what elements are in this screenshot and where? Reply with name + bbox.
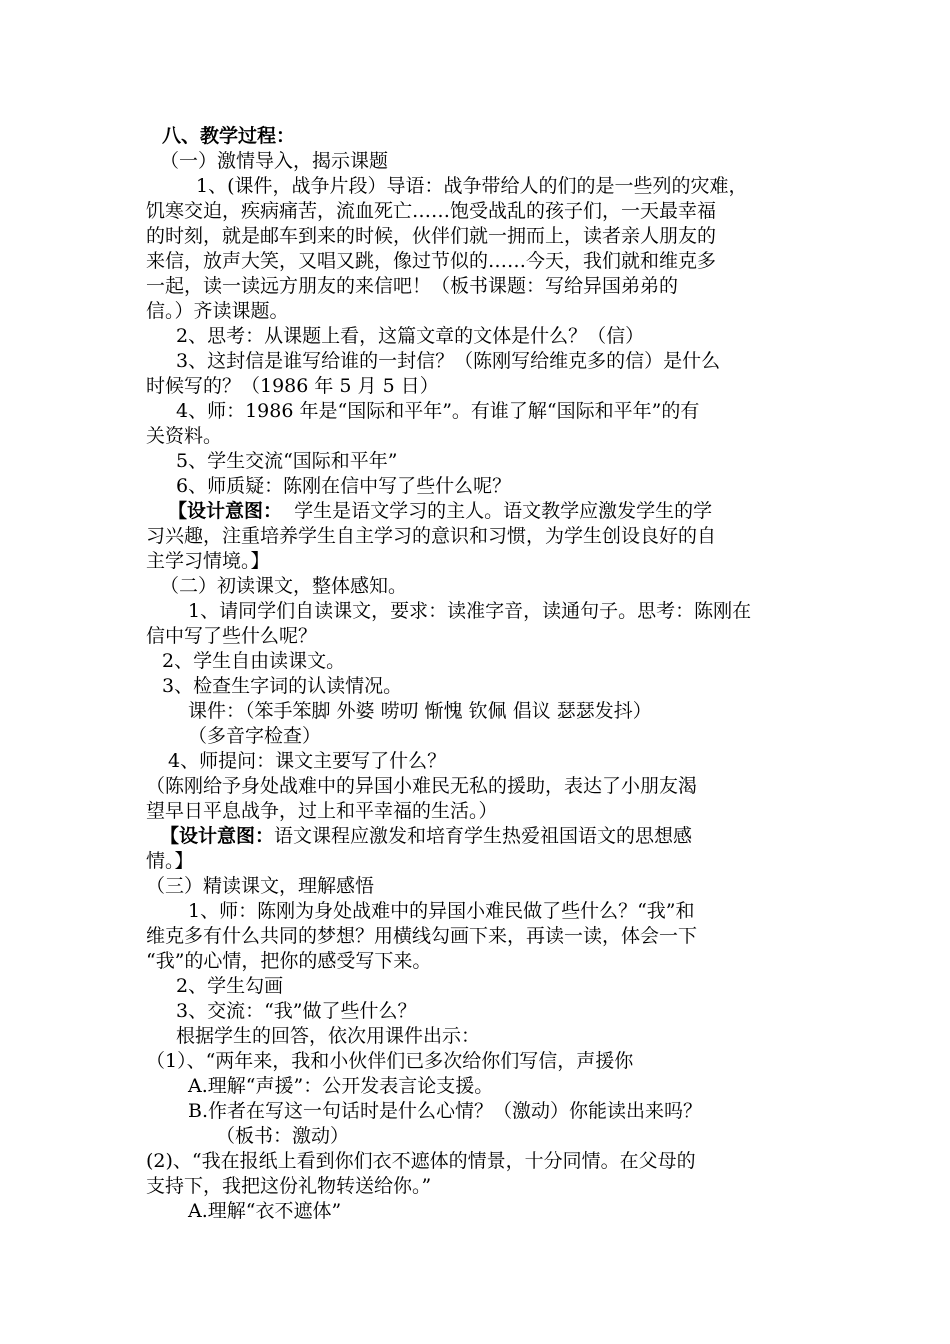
paragraph-line: 3、这封信是谁写给谁的一封信？（陈刚写给维克多的信）是什么 — [176, 350, 721, 372]
paragraph-line: 时候写的？（1986 年 5 月 5 日） — [146, 375, 439, 397]
paragraph-line: 6、师质疑：陈刚在信中写了些什么呢？ — [176, 475, 512, 497]
paragraph-line: 主学习情境。】 — [146, 550, 270, 572]
paragraph-line: 来信，放声大笑，又唱又跳，像过节似的……今天，我们就和维克多 — [146, 250, 717, 272]
paragraph-line: 饥寒交迫，疾病痛苦，流血死亡……饱受战乱的孩子们，一天最幸福 — [146, 200, 717, 222]
paragraph-line: 信中写了些什么呢？ — [146, 625, 318, 647]
subsection-title: （一）激情导入，揭示课题 — [160, 150, 389, 172]
paragraph-line: A.理解“衣不遮体” — [188, 1200, 342, 1222]
paragraph-line: 4、师提问：课文主要写了什么？ — [168, 750, 447, 772]
design-intent-line — [160, 824, 692, 848]
paragraph-line: 1、请同学们自读课文，要求：读准字音，读通句子。思考：陈刚在 — [188, 600, 752, 622]
paragraph-line: 维克多有什么共同的梦想？用横线勾画下来，再读一读，体会一下 — [146, 925, 698, 947]
paragraph-line: 根据学生的回答，依次用课件出示： — [176, 1025, 481, 1047]
paragraph-line: 一起，读一读远方朋友的来信吧！（板书课题：写给异国弟弟的 — [146, 275, 679, 297]
paragraph-line: 2、学生自由读课文。 — [162, 650, 346, 672]
paragraph-line: A.理解“声援”：公开发表言论支援。 — [188, 1075, 494, 1097]
paragraph-line: （1）、“两年来，我和小伙伴们已多次给你们写信，声援你 — [146, 1050, 634, 1072]
paragraph-line: B.作者在写这一句话时是什么心情？（激动）你能读出来吗？ — [188, 1100, 703, 1122]
design-intent-line — [168, 499, 712, 523]
design-intent-text: 学生是语文学习的主人。语文教学应激发学生的学 — [294, 500, 713, 522]
design-intent-label: 【设计意图： — [168, 500, 283, 522]
subsection-title: （三）精读课文，理解感悟 — [146, 875, 375, 897]
paragraph-line: 4、师：1986 年是“国际和平年”。有谁了解“国际和平年”的有 — [176, 400, 700, 422]
paragraph-line: （多音字检查） — [188, 725, 322, 747]
section-heading: 八、教学过程： — [162, 125, 296, 147]
paragraph-line: 支持下，我把这份礼物转送给你。” — [146, 1175, 432, 1197]
paragraph-line: “我”的心情，把你的感受写下来。 — [146, 950, 432, 972]
paragraph-line: 5、学生交流“国际和平年” — [176, 450, 398, 472]
paragraph-line: 1、师：陈刚为身处战难中的异国小难民做了些什么？“我”和 — [188, 900, 695, 922]
paragraph-line: 3、检查生字词的认读情况。 — [162, 675, 403, 697]
paragraph-line: 1、(课件，战争片段）导语：战争带给人的们的是一些列的灾难， — [196, 175, 748, 197]
paragraph-line: 习兴趣，注重培养学生自主学习的意识和习惯，为学生创设良好的自 — [146, 525, 717, 547]
design-intent-label: 【设计意图： — [160, 825, 275, 847]
paragraph-line: 信。）齐读课题。 — [146, 300, 289, 322]
paragraph-line: (2)、“我在报纸上看到你们衣不遮体的情景，十分同情。在父母的 — [146, 1150, 696, 1172]
paragraph-line: 情。】 — [146, 850, 194, 872]
paragraph-line: 2、学生勾画 — [176, 975, 284, 997]
paragraph-line: （板书：激动） — [216, 1125, 350, 1147]
paragraph-line: 3、交流：“我”做了些什么？ — [176, 1000, 417, 1022]
design-intent-text: 语文课程应激发和培育学生热爱祖国语文的思想感 — [274, 825, 693, 847]
paragraph-line: 关资料。 — [146, 425, 223, 447]
paragraph-line: 望早日平息战争，过上和平幸福的生活。） — [146, 800, 498, 822]
subsection-title: （二）初读课文，整体感知。 — [160, 575, 408, 597]
paragraph-line: （陈刚给予身处战难中的异国小难民无私的援助，表达了小朋友渴 — [146, 775, 698, 797]
paragraph-line: 课件：（笨手笨脚 外婆 唠叨 惭愧 钦佩 倡议 瑟瑟发抖） — [188, 700, 652, 722]
paragraph-line: 的时刻，就是邮车到来的时候，伙伴们就一拥而上，读者亲人朋友的 — [146, 225, 717, 247]
paragraph-line: 2、思考：从课题上看，这篇文章的文体是什么？（信） — [176, 325, 645, 347]
